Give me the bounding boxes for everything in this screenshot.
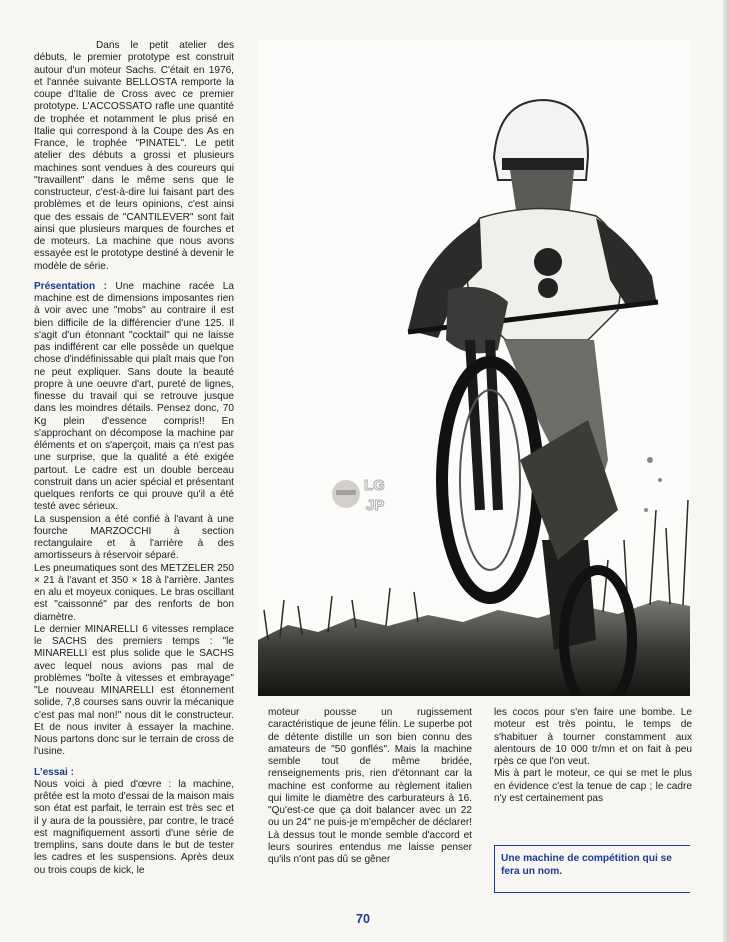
page-edge-shadow xyxy=(723,0,729,942)
svg-text:LG: LG xyxy=(364,477,385,494)
motocross-photo xyxy=(258,40,690,696)
engine-paragraph: Le dernier MINARELLI 6 vitesses remplace le SACHS des premiers temps : "le MINARELLI est plus solide que le SACHS avec lequel nous avions pas mal de problèmes "boîte à vitesses et embrayage" "Le nouveau MINARELLI est étonnement solide, 7,8 courses sans ouvrir la mécanique c'est pas mal non!" nous dit le constructeur. Et de nous inviter à essayer la machine. Nous partons donc sur le terrain de cross de l'usine. xyxy=(34,623,234,758)
right-paragraph-1: les cocos pour s'en faire une bombe. Le moteur est très pointu, le temps de s'habituer à tourner constamment aux alentours de 10 000 tr/mn et on fait à peu rpès ce que l'on veut. xyxy=(494,707,692,767)
page-number: 70 xyxy=(356,912,370,926)
article-right-column xyxy=(494,707,692,805)
presentation-paragraph xyxy=(34,281,234,514)
right-paragraph-2: Mis à part le moteur, ce qui se met le plus en évidence c'est la tenue de cap ; le cadre n'y est certainement pas xyxy=(494,768,692,804)
presentation-text: Une machine racée La machine est de dimensions imposantes rien à voir avec une "mobs" au contraire il est bien difficile de la différencier d'une 125. Il s'agit d'un étonnant "cocktail" qui ne laisse pas indifférent car elle possède un quelque chose d'indéfinissable qui plaît mais que l'on ne peut expliquer. Sans doute la beauté propre à une oeuvre d'art, pureté de lignes, finesse du travail qui se retrouve jusque dans les moindres détails. Pensez donc, 70 Kg plein d'essence compris!! En s'approchant on décompose la machine par éléments et on s'aperçoit, mais ça n'est pas une surprise, que la qualité a été exigée partout. Le cadre est un double berceau construit dans un acier spécial et présentant quelques renforts ce qui prouve qu'il a été testé avec sérieux. xyxy=(34,280,234,513)
suspension-paragraph: La suspension a été confié à l'avant à une fourche MARZOCCHI à section rectangulaire et à l'arrière à des amortisseurs à réservoir séparé. xyxy=(34,513,234,562)
article-left-column xyxy=(34,40,234,877)
watermark-face-icon xyxy=(326,468,400,518)
svg-text:JP: JP xyxy=(366,497,385,514)
pull-quote-text: Une machine de compétition qui se fera un nom. xyxy=(501,853,672,877)
intro-paragraph: Dans le petit atelier des débuts, le premier prototype est construit autour d'un moteur Sachs. C'était en 1976, et l'année suivante BELLOSTA remporte la coupe d'Italie de Cross avec ce premier prototype. L'ACCOSSATO rafle une quantité de trophée et notamment le plus prisé en Italie qui correspond à la Coupe des As en France, le trophée "PINATEL". Le petit atelier des débuts a grossi et plusieurs machines sont vendues à des coureurs qui "travaillent" dans le même sens que le constructeur, c'est-à-dire lui faisant part des problèmes et de leurs opinions, c'est ainsi que des essais de "CANTILEVER" sont fait ainsi que plusieurs marques de fourches et de moteurs. La machine que nous avons essayée est le prototype destiné à devenir le modèle de série. xyxy=(34,40,234,272)
article-middle-column xyxy=(268,707,472,866)
essai-heading: L'essai : xyxy=(34,766,74,778)
lgjp-watermark-logo xyxy=(326,468,400,518)
presentation-heading: Présentation : xyxy=(34,280,107,292)
pull-quote-box xyxy=(494,845,690,893)
essai-paragraph: Nous voici à pied d'œvre : la machine, prêtée est la moto d'essai de la maison mais son état est parfait, le terrain est très sec et il y aura de la poussière, par contre, le tracé est magnifiquement assorti d'une série de tremplins, sans doute dans le but de tester les cadres et les suspensions. Après deux ou trois coups de kick, le xyxy=(34,778,234,876)
rider-jump-illustration xyxy=(258,40,690,696)
middle-paragraph: moteur pousse un rugissement caractéristique de jeune félin. Le superbe pot de détente distille un son bien connu des amateurs de "50 gonflés". Mais la machine semble tout de même bridée, renseignements pris, rien d'étonnant car la machine est conforme au règlement italien qui limite le diamètre des carburateurs à 16. "Qu'est-ce que ça doit balancer avec un 22 ou un 24" ne puis-je m'empêcher de déclarer! Là dessus tout le monde semble d'accord et leurs sourires entendus me laisse penser qu'ils n'ont pas dû se gêner xyxy=(268,707,472,865)
tyres-paragraph: Les pneumatiques sont des METZELER 250 × 21 à l'avant et 350 × 18 à l'arrière. Jantes en alu et moyeux coniques. Le bras oscillant est "caissonné" par des renforts de bon diamètre. xyxy=(34,562,234,623)
